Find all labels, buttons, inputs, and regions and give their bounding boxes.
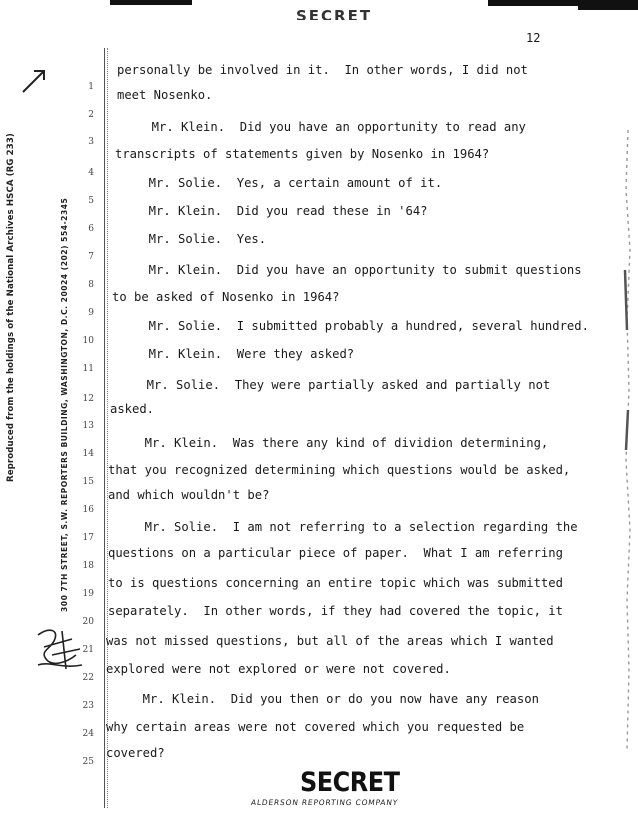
margin-rule — [104, 48, 105, 808]
reporting-company-name: ALDERSON REPORTING COMPANY — [250, 798, 399, 807]
line-number: 20 — [82, 617, 94, 627]
line-number: 17 — [82, 533, 94, 543]
line-number: 11 — [82, 364, 94, 374]
line-number: 22 — [82, 673, 94, 683]
header-classification-stamp: SECRET — [296, 7, 373, 20]
line-number: 7 — [88, 252, 94, 262]
line-number: 21 — [82, 645, 94, 655]
scan-edge-noise — [622, 130, 634, 750]
transcript-line: was not missed questions, but all of the areas which I wanted — [106, 634, 554, 648]
line-number: 4 — [88, 168, 94, 178]
scan-blot-top-left — [110, 0, 192, 5]
transcript-line: Mr. Klein. Did you read these in '64? — [112, 204, 428, 218]
archive-reproduction-note: Reproduced from the holdings of the National Archives HSCA (RG 233) — [6, 133, 16, 482]
line-number: 3 — [88, 137, 94, 147]
transcript-line: questions on a particular piece of paper. What I am referring — [108, 546, 563, 560]
line-number: 8 — [88, 280, 94, 290]
transcript-line: why certain areas were not covered which you requested be — [106, 720, 525, 734]
transcript-line: to is questions concerning an entire topic which was submitted — [108, 576, 563, 590]
transcript-line: Mr. Klein. Did you have an opportunity to read any — [115, 120, 526, 134]
transcript-line: separately. In other words, if they had covered the topic, it — [108, 604, 563, 618]
page-number: 12 — [526, 31, 541, 45]
transcript-line: to be asked of Nosenko in 1964? — [112, 290, 340, 304]
transcript-line: Mr. Klein. Did you then or do you now have any reason — [106, 692, 539, 706]
transcript-line: personally be involved in it. In other words, I did not — [117, 63, 528, 77]
transcript-line: Mr. Solie. They were partially asked and partially not — [110, 378, 551, 392]
line-number: 2 — [88, 110, 94, 120]
line-number: 25 — [82, 757, 94, 767]
line-number: 16 — [82, 505, 94, 515]
transcript-line: explored were not explored or were not covered. — [106, 662, 451, 676]
line-number: 24 — [82, 729, 94, 739]
transcript-line: Mr. Solie. I submitted probably a hundred, several hundred. — [112, 319, 589, 333]
transcript-line: Mr. Klein. Were they asked? — [112, 347, 355, 361]
transcript-line: meet Nosenko. — [117, 88, 213, 102]
transcript-line: Mr. Klein. Was there any kind of dividion determining, — [108, 436, 549, 450]
transcript-line: Mr. Klein. Did you have an opportunity to submit questions — [112, 263, 582, 277]
reporter-address: 300 7TH STREET, S.W. REPORTERS BUILDING, WASHINGTON, D.C. 20024 (202) 554-2345 — [60, 197, 69, 612]
transcript-line: Mr. Solie. Yes. — [112, 232, 267, 246]
line-number: 12 — [82, 394, 94, 404]
line-number: 18 — [82, 561, 94, 571]
transcript-line: covered? — [106, 746, 165, 760]
footer-classification-stamp: SECRET — [300, 766, 400, 798]
transcript-line: transcripts of statements given by Nosenko in 1964? — [115, 147, 490, 161]
line-number: 15 — [82, 477, 94, 487]
line-number: 19 — [82, 589, 94, 599]
line-number: 14 — [82, 449, 94, 459]
transcript-line: asked. — [110, 402, 155, 416]
line-number: 1 — [88, 82, 94, 92]
transcript-line: Mr. Solie. Yes, a certain amount of it. — [112, 176, 443, 190]
line-number: 10 — [82, 336, 94, 346]
handwritten-arrow-mark — [20, 66, 50, 96]
transcript-line: and which wouldn't be? — [108, 488, 270, 502]
line-number: 9 — [88, 308, 94, 318]
line-number: 13 — [82, 421, 94, 431]
transcript-line: Mr. Solie. I am not referring to a selection regarding the — [108, 520, 578, 534]
scan-blot-top-right-2 — [578, 0, 638, 10]
line-number: 23 — [82, 701, 94, 711]
line-number: 5 — [88, 196, 94, 206]
transcript-line: that you recognized determining which questions would be asked, — [108, 463, 571, 477]
line-number: 6 — [88, 224, 94, 234]
